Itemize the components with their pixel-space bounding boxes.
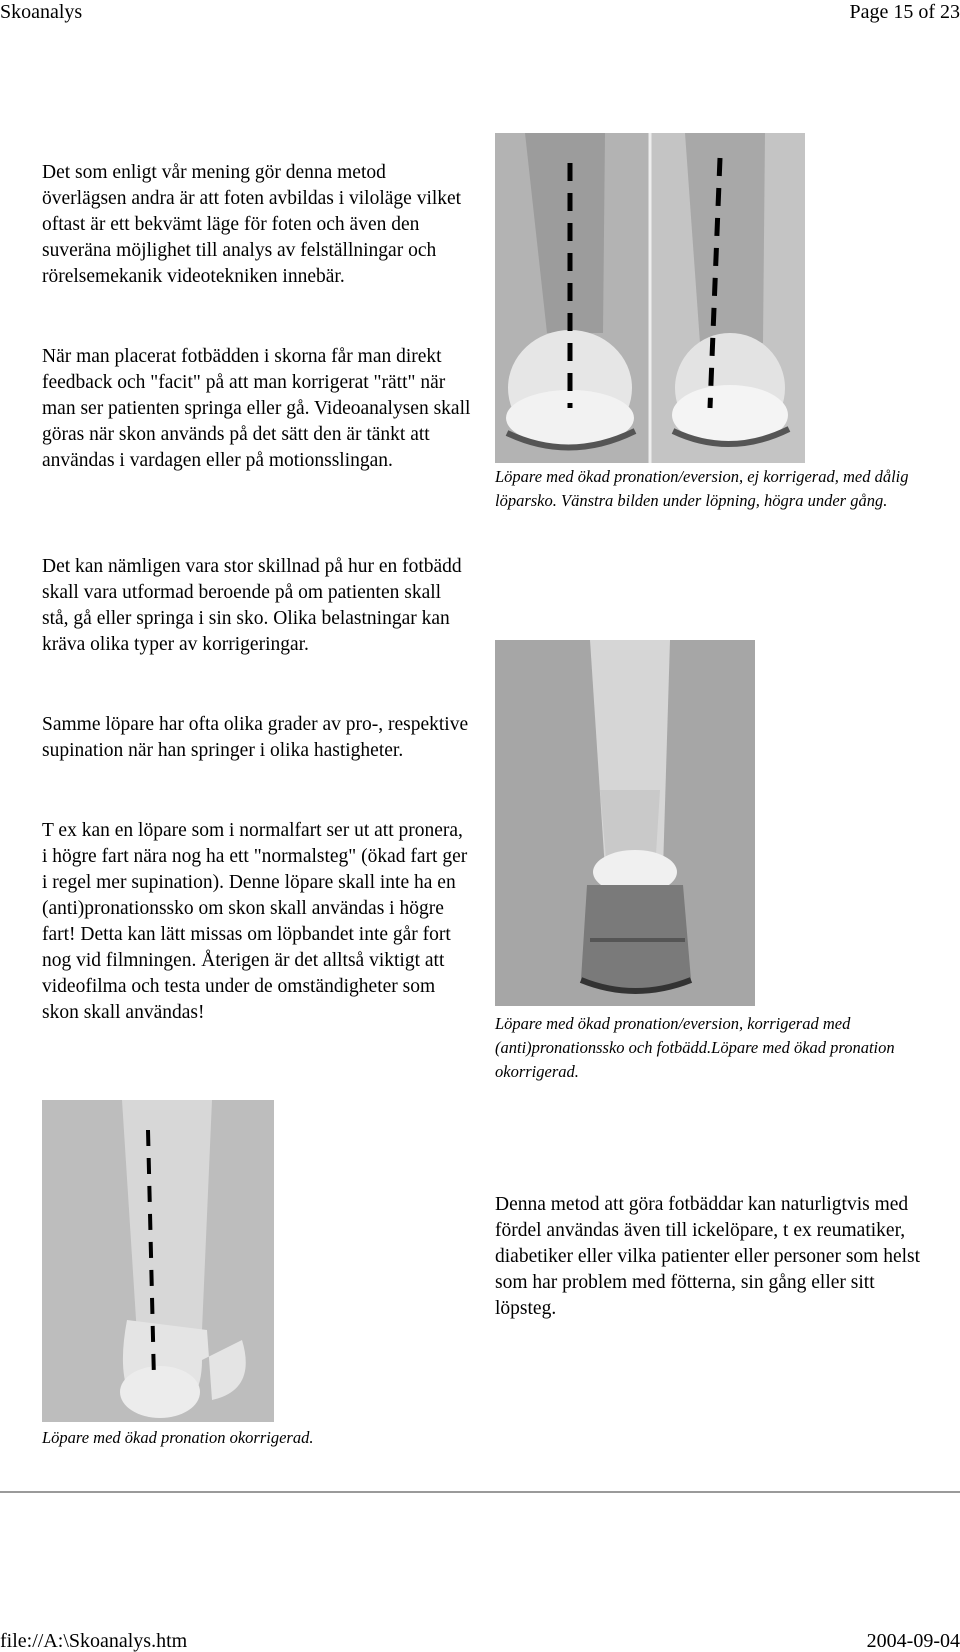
paragraph-feedback: När man placerat fotbädden i skorna får man direkt feedback och "facit" på att man korrigerat "rätt" när man ser patienten springa eller gå. Videoanalysen skall göras när skon används på det sätt den är tänkt att användas i vardagen eller på motionsslingan. — [42, 346, 471, 471]
figure-photo-pronation-uncorrected-pair — [495, 133, 805, 463]
figure-photo-barefoot-pronation — [42, 1100, 274, 1422]
footer-date: 2004-09-04 — [866, 1630, 960, 1652]
header-page-number: Page 15 of 23 — [849, 1, 960, 23]
figure-caption-3: Löpare med ökad pronation okorrigerad. — [42, 1428, 314, 1447]
legs-shoes-illustration — [495, 133, 805, 463]
paragraph-method-advantage: Det som enligt vår mening gör denna metod överlägsen andra är att foten avbildas i viloläge vilket oftast är ett bekvämt läge för foten och även den suveräna möjlighet till analys av felställningar och rörelsemekanik videotekniken innebär. — [42, 162, 462, 287]
paragraph-example: T ex kan en löpare som i normalfart ser ut att pronera, i högre fart nära nog ha ett "normalsteg" (ökad fart ger i regel mer supination). Denne löpare skall inte ha en (anti)pronationssko om skon skall användas i högre fart! Detta kan lätt missas om löpbandet inte går fort nog vid filmningen. Återigen är det alltså viktigt att videofilma och testa under de omständigheter som skon skall användas! — [42, 820, 468, 1023]
paragraph-differences: Det kan nämligen vara stor skillnad på hur en fotbädd skall vara utformad beroende på om patienten skall stå, gå eller springa i sin sko. Olika belastningar kan kräva olika typer av korrigeringar. — [42, 556, 462, 655]
figure-caption-2: Löpare med ökad pronation/eversion, korrigerad med (anti)pronationssko och fotbädd.Löpare med ökad pronation okorrigerad. — [495, 1014, 895, 1081]
footer-file-path: file://A:\Skoanalys.htm — [0, 1630, 188, 1652]
leg-shoe-corrected-illustration — [495, 640, 755, 1006]
figure-caption-1: Löpare med ökad pronation/eversion, ej korrigerad, med dålig löparsko. Vänstra bilden under löpning, högra under gång. — [495, 467, 909, 510]
footer-divider — [0, 1491, 960, 1493]
paragraph-other-users: Denna metod att göra fotbäddar kan naturligtvis med fördel användas även till ickelöpare, t ex reumatiker, diabetiker eller vilka patienter eller personer som helst som har problem med fötterna, sin gång eller sitt löpsteg. — [495, 1194, 921, 1319]
header-title: Skoanalys — [0, 1, 83, 23]
figure-photo-pronation-corrected — [495, 640, 755, 1006]
barefoot-heel-illustration — [42, 1100, 274, 1422]
paragraph-speed: Samme löpare har ofta olika grader av pro-, respektive supination när han springer i olika hastigheter. — [42, 714, 469, 761]
